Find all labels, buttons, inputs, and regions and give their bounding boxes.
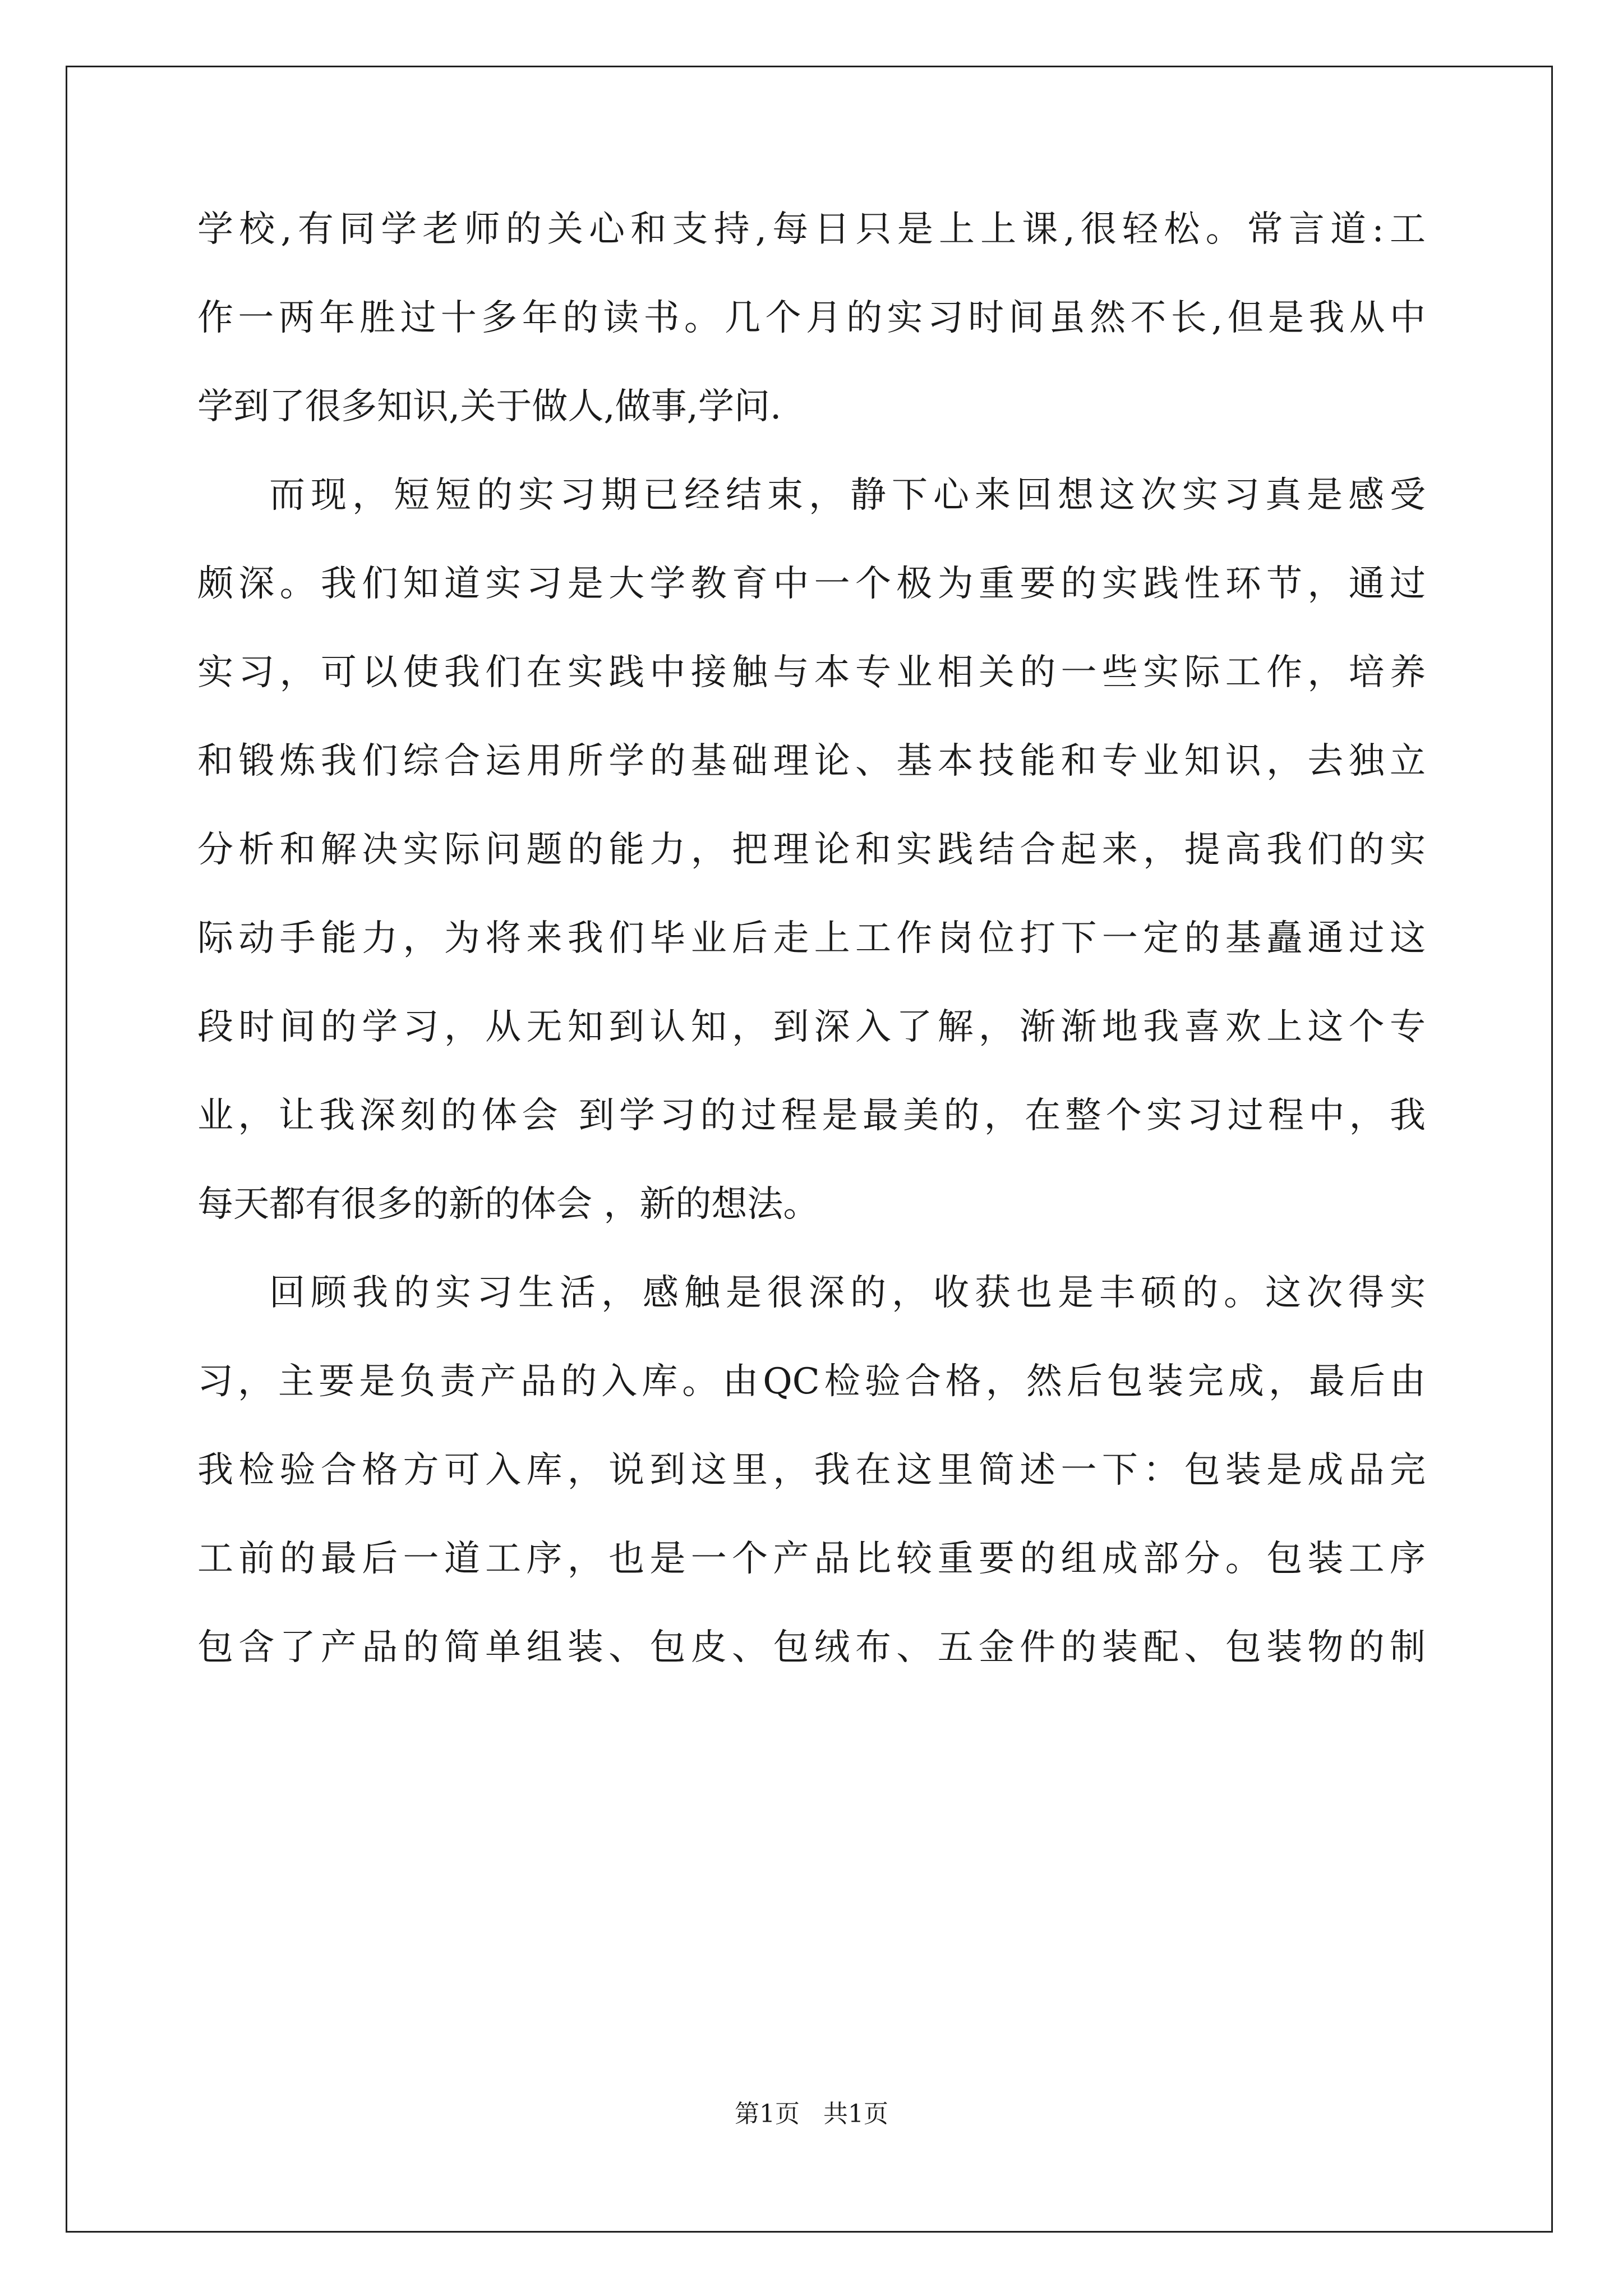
text-line: 颇深。我们知道实习是大学教育中一个极为重要的实践性环节，通过	[197, 563, 1426, 605]
text-line: 每天都有很多的新的体会 ，新的想法。	[197, 1184, 819, 1225]
page-footer	[0, 2093, 1623, 2129]
text-line: 际动手能力，为将来我们毕业后走上工作岗位打下一定的基矗通过这	[197, 918, 1426, 959]
text-line: 作一两年胜过十多年的读书。几个月的实习时间虽然不长,但是我从中	[197, 297, 1426, 339]
text-line: 业，让我深刻的体会 到学习的过程是最美的，在整个实习过程中，我	[197, 1095, 1426, 1137]
text-line: 习，主要是负责产品的入库。由QC检验合格，然后包装完成，最后由	[197, 1361, 1426, 1402]
text-line: 分析和解决实际问题的能力，把理论和实践结合起来，提高我们的实	[197, 829, 1426, 871]
text-line: 和锻炼我们综合运用所学的基础理论、基本技能和专业知识，去独立	[197, 740, 1426, 782]
text-line: 段时间的学习，从无知到认知，到深入了解，渐渐地我喜欢上这个专	[197, 1006, 1426, 1048]
page-total: 共1页	[823, 2100, 888, 2128]
paragraph-first-line: 而现，短短的实习期已经结束，静下心来回想这次实习真是感受	[269, 475, 1426, 516]
text-line: 包含了产品的简单组装、包皮、包绒布、五金件的装配、包装物的制	[197, 1627, 1426, 1668]
text-line: 实习，可以使我们在实践中接触与本专业相关的一些实际工作，培养	[197, 652, 1426, 693]
text-line: 工前的最后一道工序，也是一个产品比较重要的组成部分。包装工序	[197, 1538, 1426, 1580]
document-body	[197, 185, 1426, 1692]
text-line: 学到了很多知识,关于做人,做事,学问.	[197, 386, 782, 427]
page-number: 第1页	[735, 2100, 800, 2128]
paragraph-first-line: 回顾我的实习生活，感触是很深的，收获也是丰硕的。这次得实	[269, 1272, 1426, 1314]
text-line: 学校,有同学老师的关心和支持,每日只是上上课,很轻松。常言道:工	[197, 209, 1426, 250]
text-line: 我检验合格方可入库，说到这里，我在这里简述一下：包装是成品完	[197, 1450, 1426, 1491]
